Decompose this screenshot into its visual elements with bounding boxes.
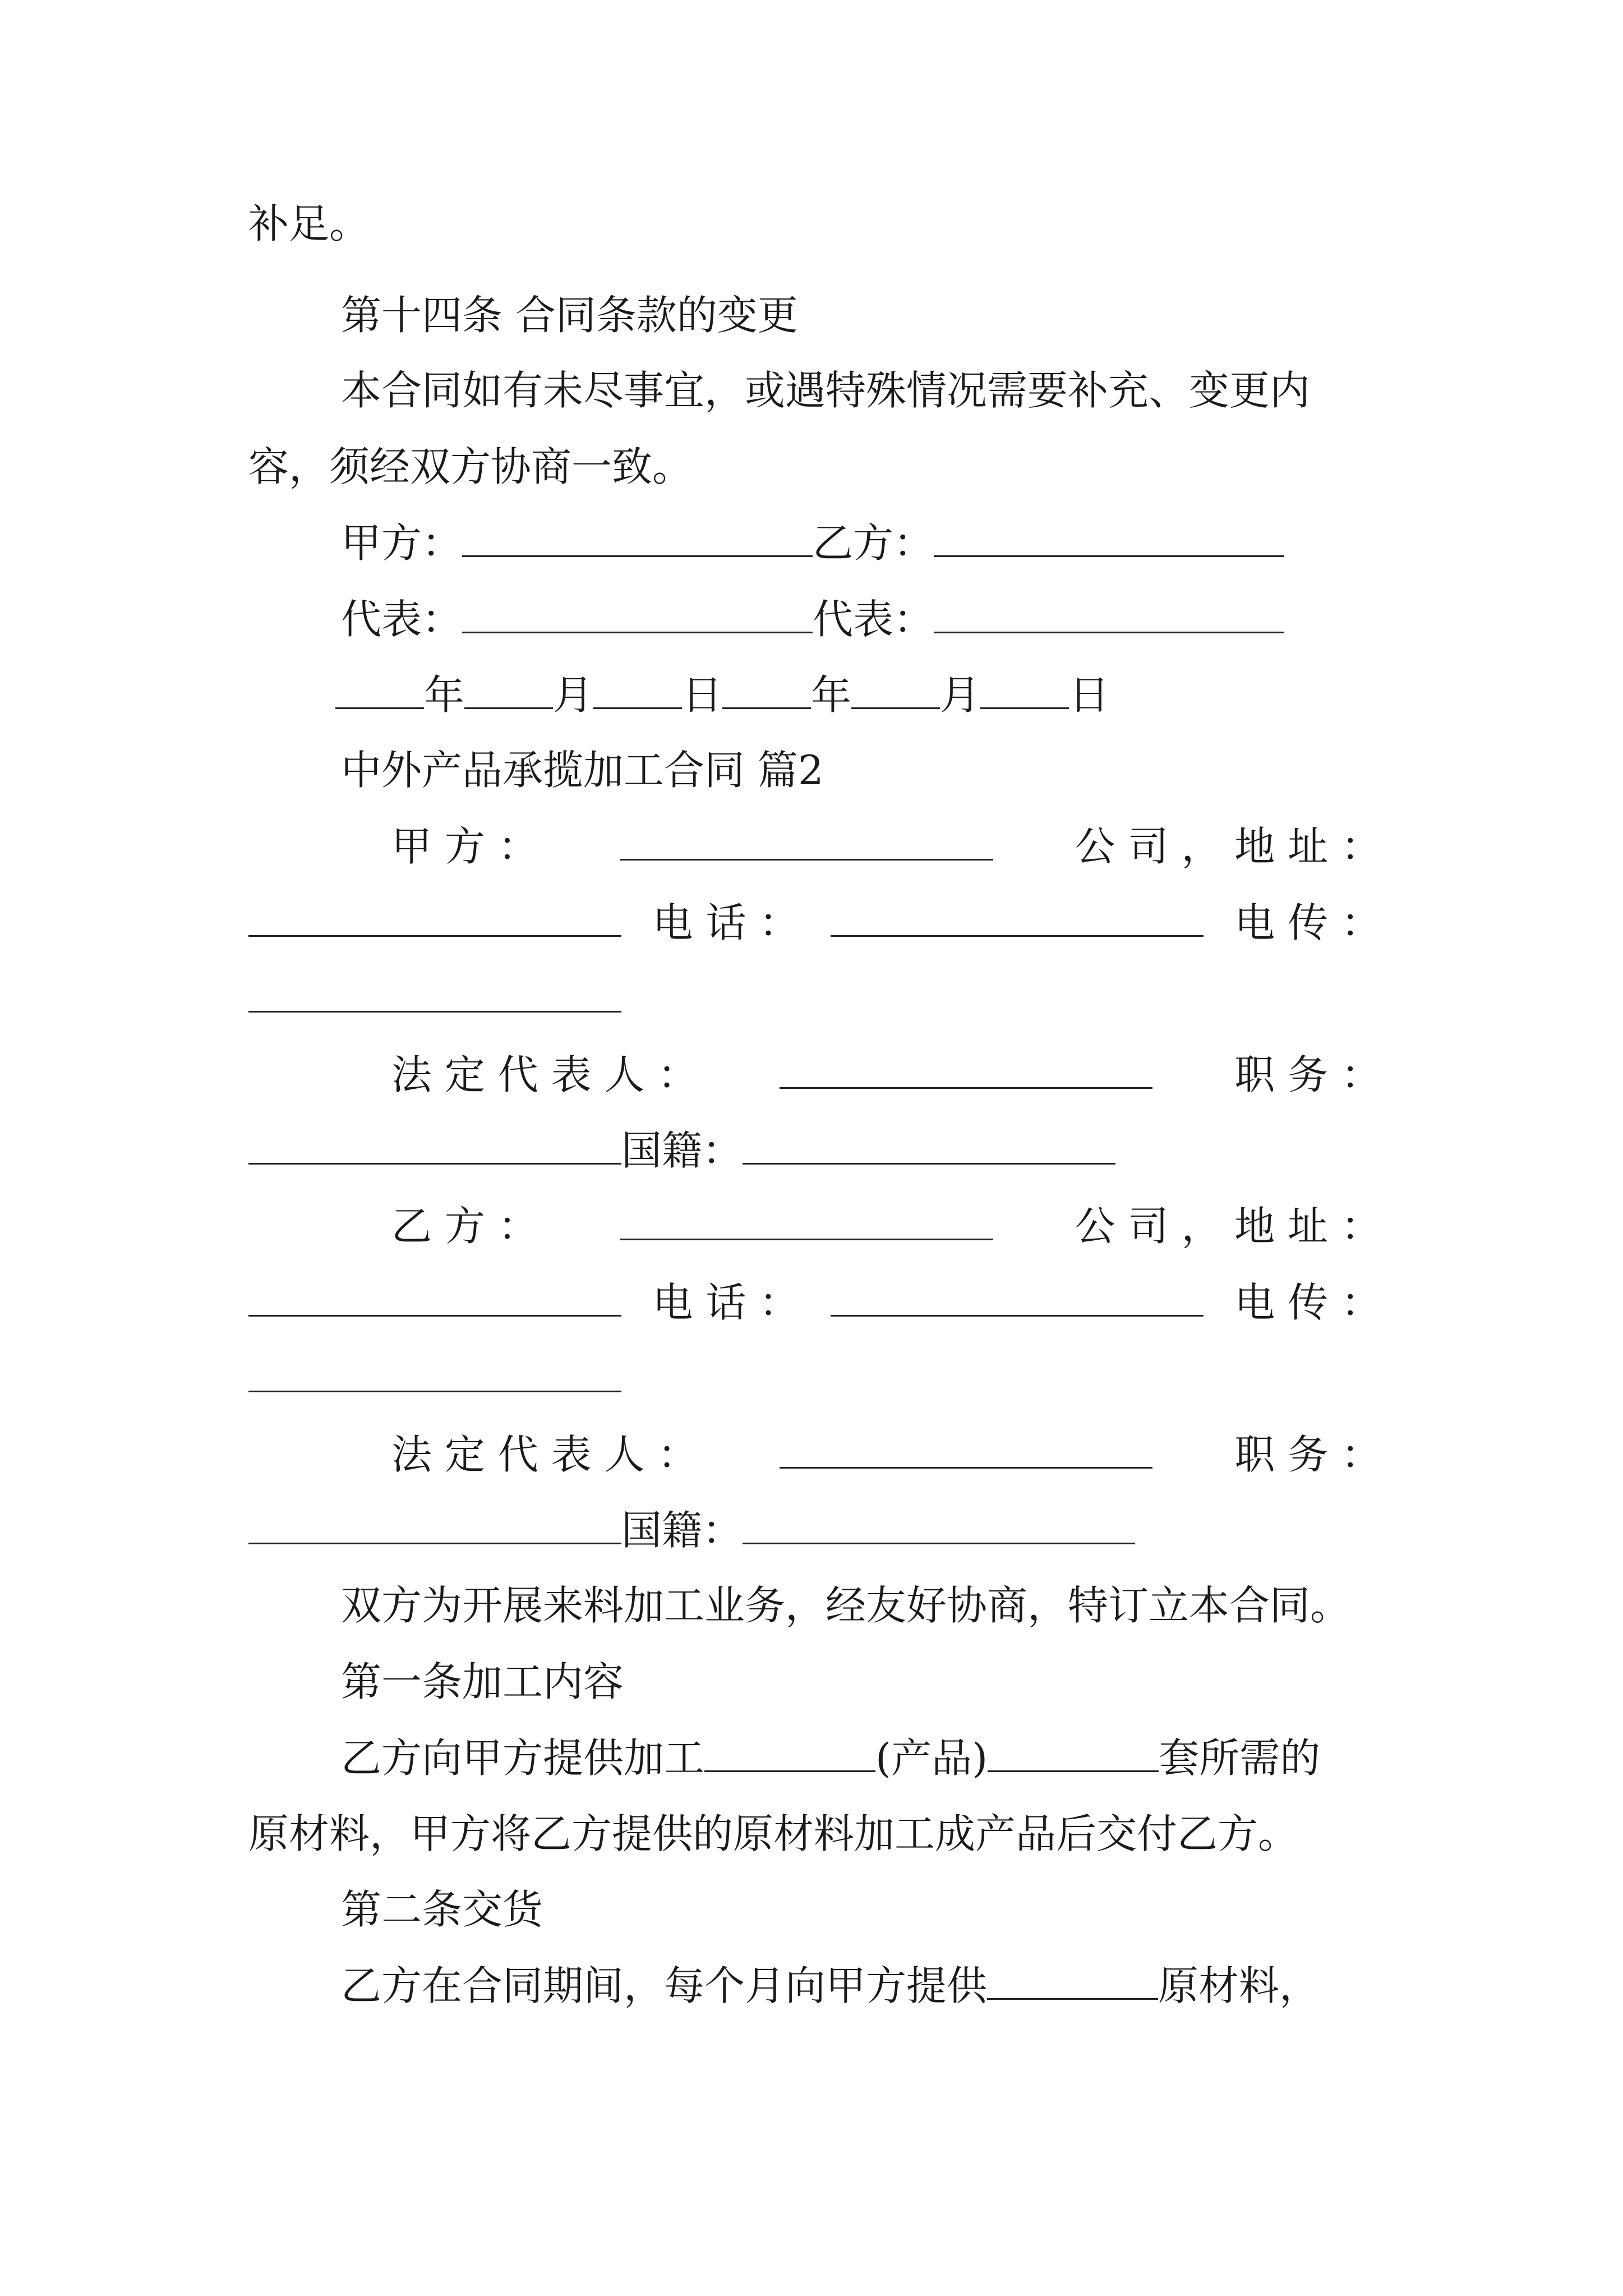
blank — [831, 1271, 1204, 1317]
blank — [704, 1727, 875, 1772]
article-heading: 第一条加工内容 — [341, 1658, 624, 1705]
party-b-blank — [934, 512, 1284, 557]
blank — [248, 967, 621, 1013]
text-line: 容，须经双方协商一致。 — [248, 443, 693, 490]
text-line: 乙方在合同期间，每个月向甲方提供 原材料， — [341, 1954, 1381, 2016]
blank — [593, 664, 682, 709]
signature-rep-line: 代表： 代表： — [341, 588, 1381, 650]
text-line: 双方为开展来料加工业务，经友好协商，特订立本合同。 — [341, 1582, 1351, 1629]
rep-b-blank — [934, 588, 1284, 633]
blank — [851, 664, 940, 709]
blank — [248, 891, 621, 937]
blank — [464, 664, 553, 709]
article-heading: 第二条交货 — [341, 1886, 543, 1933]
text-line: 原材料，甲方将乙方提供的原材料加工成产品后交付乙方。 — [248, 1810, 1299, 1857]
blank — [987, 1954, 1158, 2000]
text-line: 本合同如有未尽事宜，或遇特殊情况需要补充、变更内 — [341, 367, 1311, 414]
rep-a-blank — [462, 588, 813, 633]
article-heading: 第十四条 合同条款的变更 — [341, 292, 798, 339]
blank — [722, 664, 811, 709]
party-b-fax-line — [248, 1347, 1381, 1409]
text-line: 补足。 — [248, 200, 370, 247]
party-b-company-line: 乙 方 ： 公 司 ， 地 址 ： — [391, 1195, 1381, 1257]
party-b-phone-line: 电 话 ： 电 传 ： — [248, 1271, 1381, 1333]
party-a-blank — [462, 512, 813, 557]
section-title: 中外产品承揽加工合同 篇2 — [341, 747, 824, 794]
date-line: 年 月 日 年 月 日 — [335, 664, 1468, 725]
blank — [335, 664, 424, 709]
blank — [780, 1423, 1152, 1469]
blank — [248, 1499, 621, 1544]
blank — [743, 1499, 1135, 1544]
party-b-nationality-line: 国籍： — [248, 1499, 1381, 1561]
blank — [743, 1119, 1115, 1165]
blank — [988, 1727, 1159, 1772]
blank — [831, 891, 1204, 937]
blank — [620, 1195, 993, 1240]
party-a-company-line: 甲 方 ： 公 司 ， 地 址 ： — [391, 815, 1381, 877]
blank — [980, 664, 1069, 709]
party-a-fax-line — [248, 967, 1381, 1029]
party-b-legal-rep-line: 法 定 代 表 人 ： 职 务 ： — [391, 1423, 1381, 1485]
blank — [248, 1119, 621, 1165]
blank — [620, 815, 993, 861]
party-a-legal-rep-line: 法 定 代 表 人 ： 职 务 ： — [391, 1043, 1381, 1105]
blank — [248, 1347, 621, 1392]
party-a-phone-line: 电 话 ： 电 传 ： — [248, 891, 1381, 953]
text-line: 乙方向甲方提供加工 (产品) 套所需的 — [341, 1727, 1381, 1788]
party-a-nationality-line: 国籍： — [248, 1119, 1381, 1181]
blank — [248, 1271, 621, 1317]
signature-party-line: 甲方： 乙方： — [341, 512, 1381, 573]
blank — [780, 1043, 1152, 1089]
